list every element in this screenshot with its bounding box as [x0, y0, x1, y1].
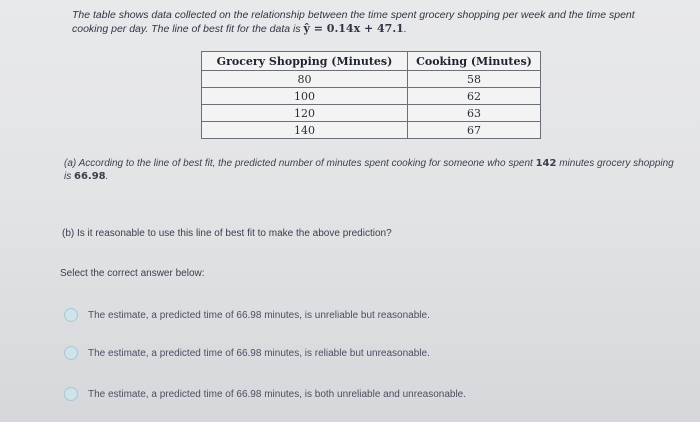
table-row	[202, 71, 541, 88]
cell-cooking: 63	[408, 105, 541, 122]
part-a-prefix: (a) According to the line of best fit, the predicted number of minutes spent cooking for someone who spent	[64, 158, 536, 169]
answer-option-3[interactable]	[64, 386, 466, 402]
cell-cooking: 67	[408, 122, 541, 139]
header-grocery: Grocery Shopping (Minutes)	[202, 52, 408, 71]
table-header-row	[202, 52, 541, 71]
table-row	[202, 122, 541, 139]
data-table	[201, 51, 541, 139]
cell-grocery: 120	[202, 105, 408, 122]
cell-cooking: 58	[408, 71, 541, 88]
answer-option-label: The estimate, a predicted time of 66.98 minutes, is reliable but unreasonable.	[88, 347, 430, 359]
part-a-suffix: .	[105, 171, 109, 182]
table-row	[202, 105, 541, 122]
cell-grocery: 140	[202, 122, 408, 139]
problem-trail: .	[403, 23, 407, 35]
problem-text: The table shows data collected on the relationship between the time spent grocery shopping per week and the time spent cooking per day. The line of best fit for the data is	[72, 9, 635, 35]
part-a-answer: 66.98	[74, 171, 106, 182]
cell-cooking: 62	[408, 88, 541, 105]
part-b-question: (b) Is it reasonable to use this line of best fit to make the above prediction?	[62, 228, 392, 239]
problem-statement	[72, 9, 672, 36]
cell-grocery: 80	[202, 71, 408, 88]
part-a-statement	[64, 157, 674, 183]
header-cooking: Cooking (Minutes)	[408, 52, 541, 71]
table-row	[202, 88, 541, 105]
part-a-minutes: 142	[535, 158, 557, 169]
radio-button-icon[interactable]	[64, 346, 78, 360]
cell-grocery: 100	[202, 88, 408, 105]
answer-option-label: The estimate, a predicted time of 66.98 minutes, is both unreliable and unreasonable.	[88, 388, 467, 400]
radio-button-icon[interactable]	[64, 387, 78, 401]
answer-option-1[interactable]	[64, 307, 430, 323]
answer-option-label: The estimate, a predicted time of 66.98 minutes, is unreliable but reasonable.	[88, 309, 430, 321]
select-answer-label: Select the correct answer below:	[60, 268, 205, 279]
radio-button-icon[interactable]	[64, 308, 78, 322]
best-fit-equation: ŷ = 0.14x + 47.1	[303, 22, 404, 35]
answer-option-2[interactable]	[64, 345, 430, 361]
part-a-middle: minutes grocery shopping is	[64, 158, 674, 182]
